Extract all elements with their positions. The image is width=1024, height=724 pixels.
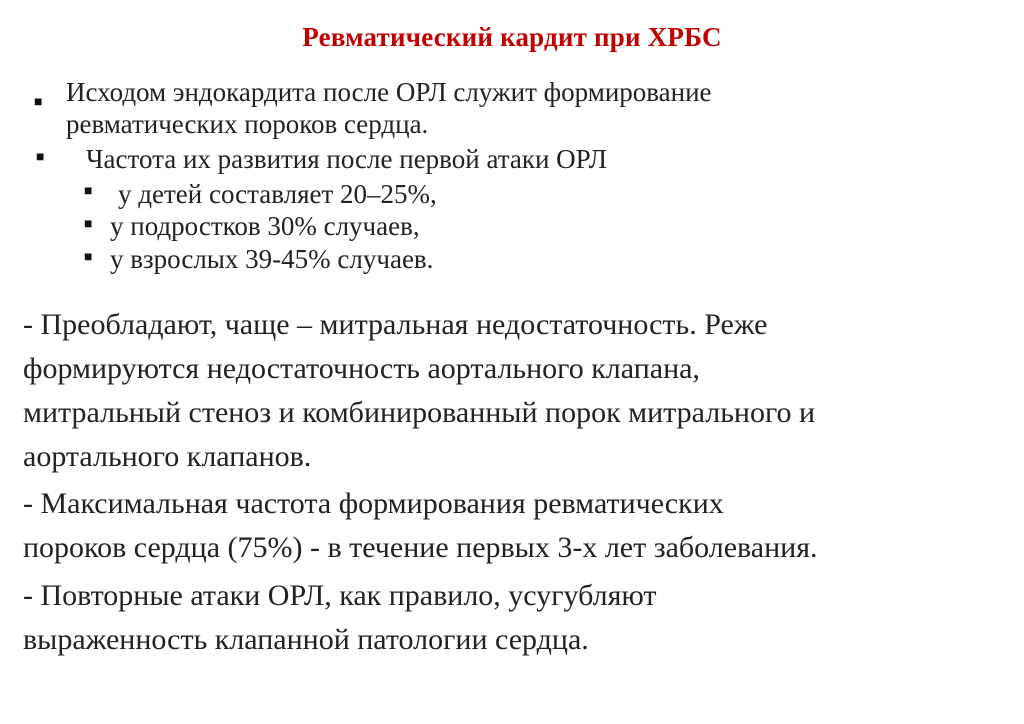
sub-bullet-square-icon: ■ — [84, 184, 93, 199]
paragraph-2-line-2: пороков сердца (75%) - в течение первых 3-х лет заболевания. — [23, 531, 818, 564]
bullet-1-line-1: Исходом эндокардита после ОРЛ служит формирование — [66, 77, 712, 107]
sub-bullet-square-icon: ■ — [84, 217, 93, 232]
sub-bullet-1: у детей составляет 20–25%, — [118, 179, 437, 209]
paragraph-3-line-1: - Повторные атаки ОРЛ, как правило, усугубляют — [23, 579, 657, 612]
bullet-square-icon: ■ — [36, 150, 45, 165]
bullet-1-line-2: ревматических пороков сердца. — [66, 109, 429, 139]
paragraph-1-line-1: - Преобладают, чаще – митральная недостаточность. Реже — [23, 308, 768, 341]
paragraph-3-line-2: выраженность клапанной патологии сердца. — [23, 623, 589, 656]
paragraph-2-line-1: - Максимальная частота формирования ревматических — [23, 487, 724, 520]
sub-bullet-3: у взрослых 39-45% случаев. — [110, 244, 434, 274]
sub-bullet-square-icon: ■ — [84, 250, 93, 265]
bullet-2-line-1: Частота их развития после первой атаки ОРЛ — [86, 144, 607, 174]
paragraph-1-line-2: формируются недостаточность аортального клапана, — [23, 352, 700, 385]
paragraph-1-line-4: аортального клапанов. — [23, 440, 312, 473]
slide-title: Ревматический кардит при ХРБС — [302, 22, 722, 52]
sub-bullet-2: у подростков 30% случаев, — [110, 211, 420, 241]
paragraph-1-line-3: митральный стеноз и комбинированный порок митрального и — [23, 396, 816, 429]
bullet-square-icon: ■ — [34, 95, 43, 110]
